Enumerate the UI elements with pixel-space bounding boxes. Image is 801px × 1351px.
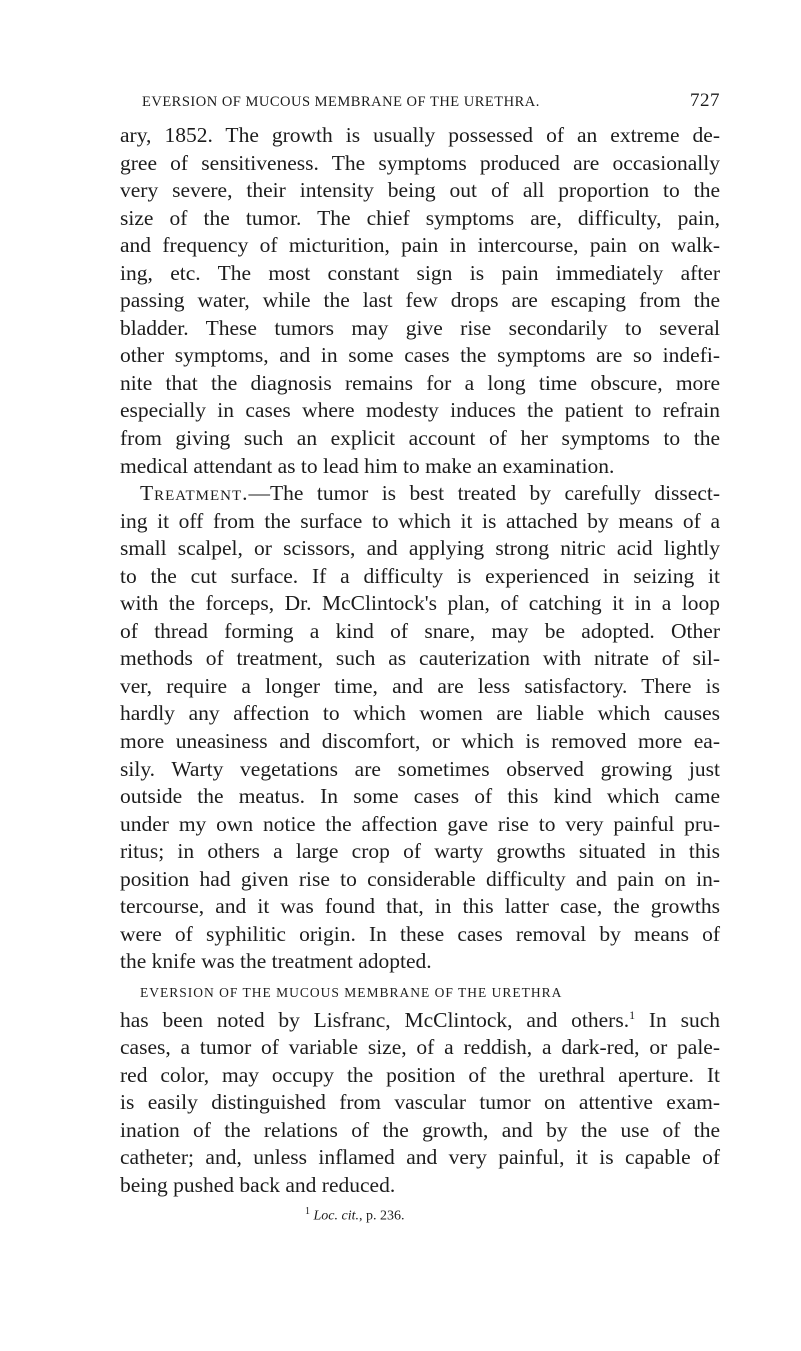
text-line: tercourse, and it was found that, in this latter case, the growths <box>120 894 720 919</box>
section-heading: EVERSION OF THE MUCOUS MEMBRANE OF THE URETHRA <box>140 984 563 1000</box>
text-line: medical attendant as to lead him to make an examination. <box>120 453 615 478</box>
text-line: to the cut surface. If a difficulty is experienced in seizing it <box>120 563 720 588</box>
text-line: red color, may occupy the position of the urethral aperture. It <box>120 1062 720 1087</box>
text-line: outside the meatus. In some cases of this kind which came <box>120 784 720 809</box>
footnote-mark: 1 <box>305 1206 310 1218</box>
text-line: more uneasiness and discomfort, or which is removed more ea- <box>120 729 720 754</box>
paragraph-treatment <box>120 480 720 976</box>
text-line: ing, etc. The most constant sign is pain immediately after <box>120 260 720 285</box>
text-fragment: has been noted by Lisfranc, McClintock, and others. <box>120 1007 630 1032</box>
treatment-heading: Treatment. <box>140 481 249 506</box>
text-line: and frequency of micturition, pain in intercourse, pain on walk- <box>120 233 720 258</box>
text-fragment: In such <box>635 1007 720 1032</box>
text-line: size of the tumor. The chief symptoms are, difficulty, pain, <box>120 205 720 230</box>
text-line: from giving such an explicit account of her symptoms to the <box>120 426 720 451</box>
text-line: of thread forming a kind of snare, may be adopted. Other <box>120 618 720 643</box>
text-line: ritus; in others a large crop of warty growths situated in this <box>120 839 720 864</box>
text-line <box>120 1007 720 1035</box>
text-line: the knife was the treatment adopted. <box>120 949 432 974</box>
text-line: bladder. These tumors may give rise secondarily to several <box>120 315 720 340</box>
text-line: ver, require a longer time, and are less satisfactory. There is <box>120 673 720 698</box>
paragraph-eversion <box>120 1007 720 1200</box>
text-line: were of syphilitic origin. In these cases removal by means of <box>120 921 720 946</box>
page-number: 727 <box>690 90 720 111</box>
text-line: passing water, while the last few drops are escaping from the <box>120 288 720 313</box>
text-line <box>120 480 720 508</box>
text-line: methods of treatment, such as cauterization with nitrate of sil- <box>120 646 720 671</box>
text-line: small scalpel, or scissors, and applying strong nitric acid lightly <box>120 536 720 561</box>
footnote-page: , p. 236. <box>359 1208 405 1224</box>
text-line: under my own notice the affection gave rise to very painful pru- <box>120 811 720 836</box>
text-line: ing it off from the surface to which it is attached by means of a <box>120 508 720 533</box>
text-line: hardly any affection to which women are liable which causes <box>120 701 720 726</box>
paragraph-symptoms <box>120 122 720 480</box>
book-page <box>120 90 720 1228</box>
text-line: very severe, their intensity being out of all proportion to the <box>120 178 720 203</box>
text-line: especially in cases where modesty induces the patient to refrain <box>120 398 720 423</box>
text-line: nite that the diagnosis remains for a long time obscure, more <box>120 370 720 395</box>
text-line: position had given rise to considerable difficulty and pain on in- <box>120 866 720 891</box>
text-line: other symptoms, and in some cases the symptoms are so indefi- <box>120 343 720 368</box>
running-head-title: EVERSION OF MUCOUS MEMBRANE OF THE URETHRA. <box>142 94 540 110</box>
text-line: ary, 1852. The growth is usually possessed of an extreme de- <box>120 123 720 147</box>
running-head <box>120 90 720 116</box>
text-line: with the forceps, Dr. McClintock's plan, of catching it in a loop <box>120 591 720 616</box>
text-line: being pushed back and reduced. <box>120 1172 396 1197</box>
text-fragment: —The tumor is best treated by carefully dissect- <box>248 481 720 506</box>
text-line: catheter; and, unless inflamed and very painful, it is capable of <box>120 1145 720 1170</box>
text-line: is easily distinguished from vascular tumor on attentive exam- <box>120 1090 720 1115</box>
footnote-reference[interactable]: 1 <box>629 1007 636 1022</box>
text-line: cases, a tumor of variable size, of a reddish, a dark-red, or pale- <box>120 1035 720 1060</box>
text-line: gree of sensitiveness. The symptoms produced are occasionally <box>120 150 720 175</box>
text-line: sily. Warty vegetations are sometimes observed growing just <box>120 756 720 781</box>
footnote <box>120 1201 720 1228</box>
text-line: ination of the relations of the growth, and by the use of the <box>120 1117 720 1142</box>
footnote-citation: Loc. cit. <box>313 1208 359 1224</box>
